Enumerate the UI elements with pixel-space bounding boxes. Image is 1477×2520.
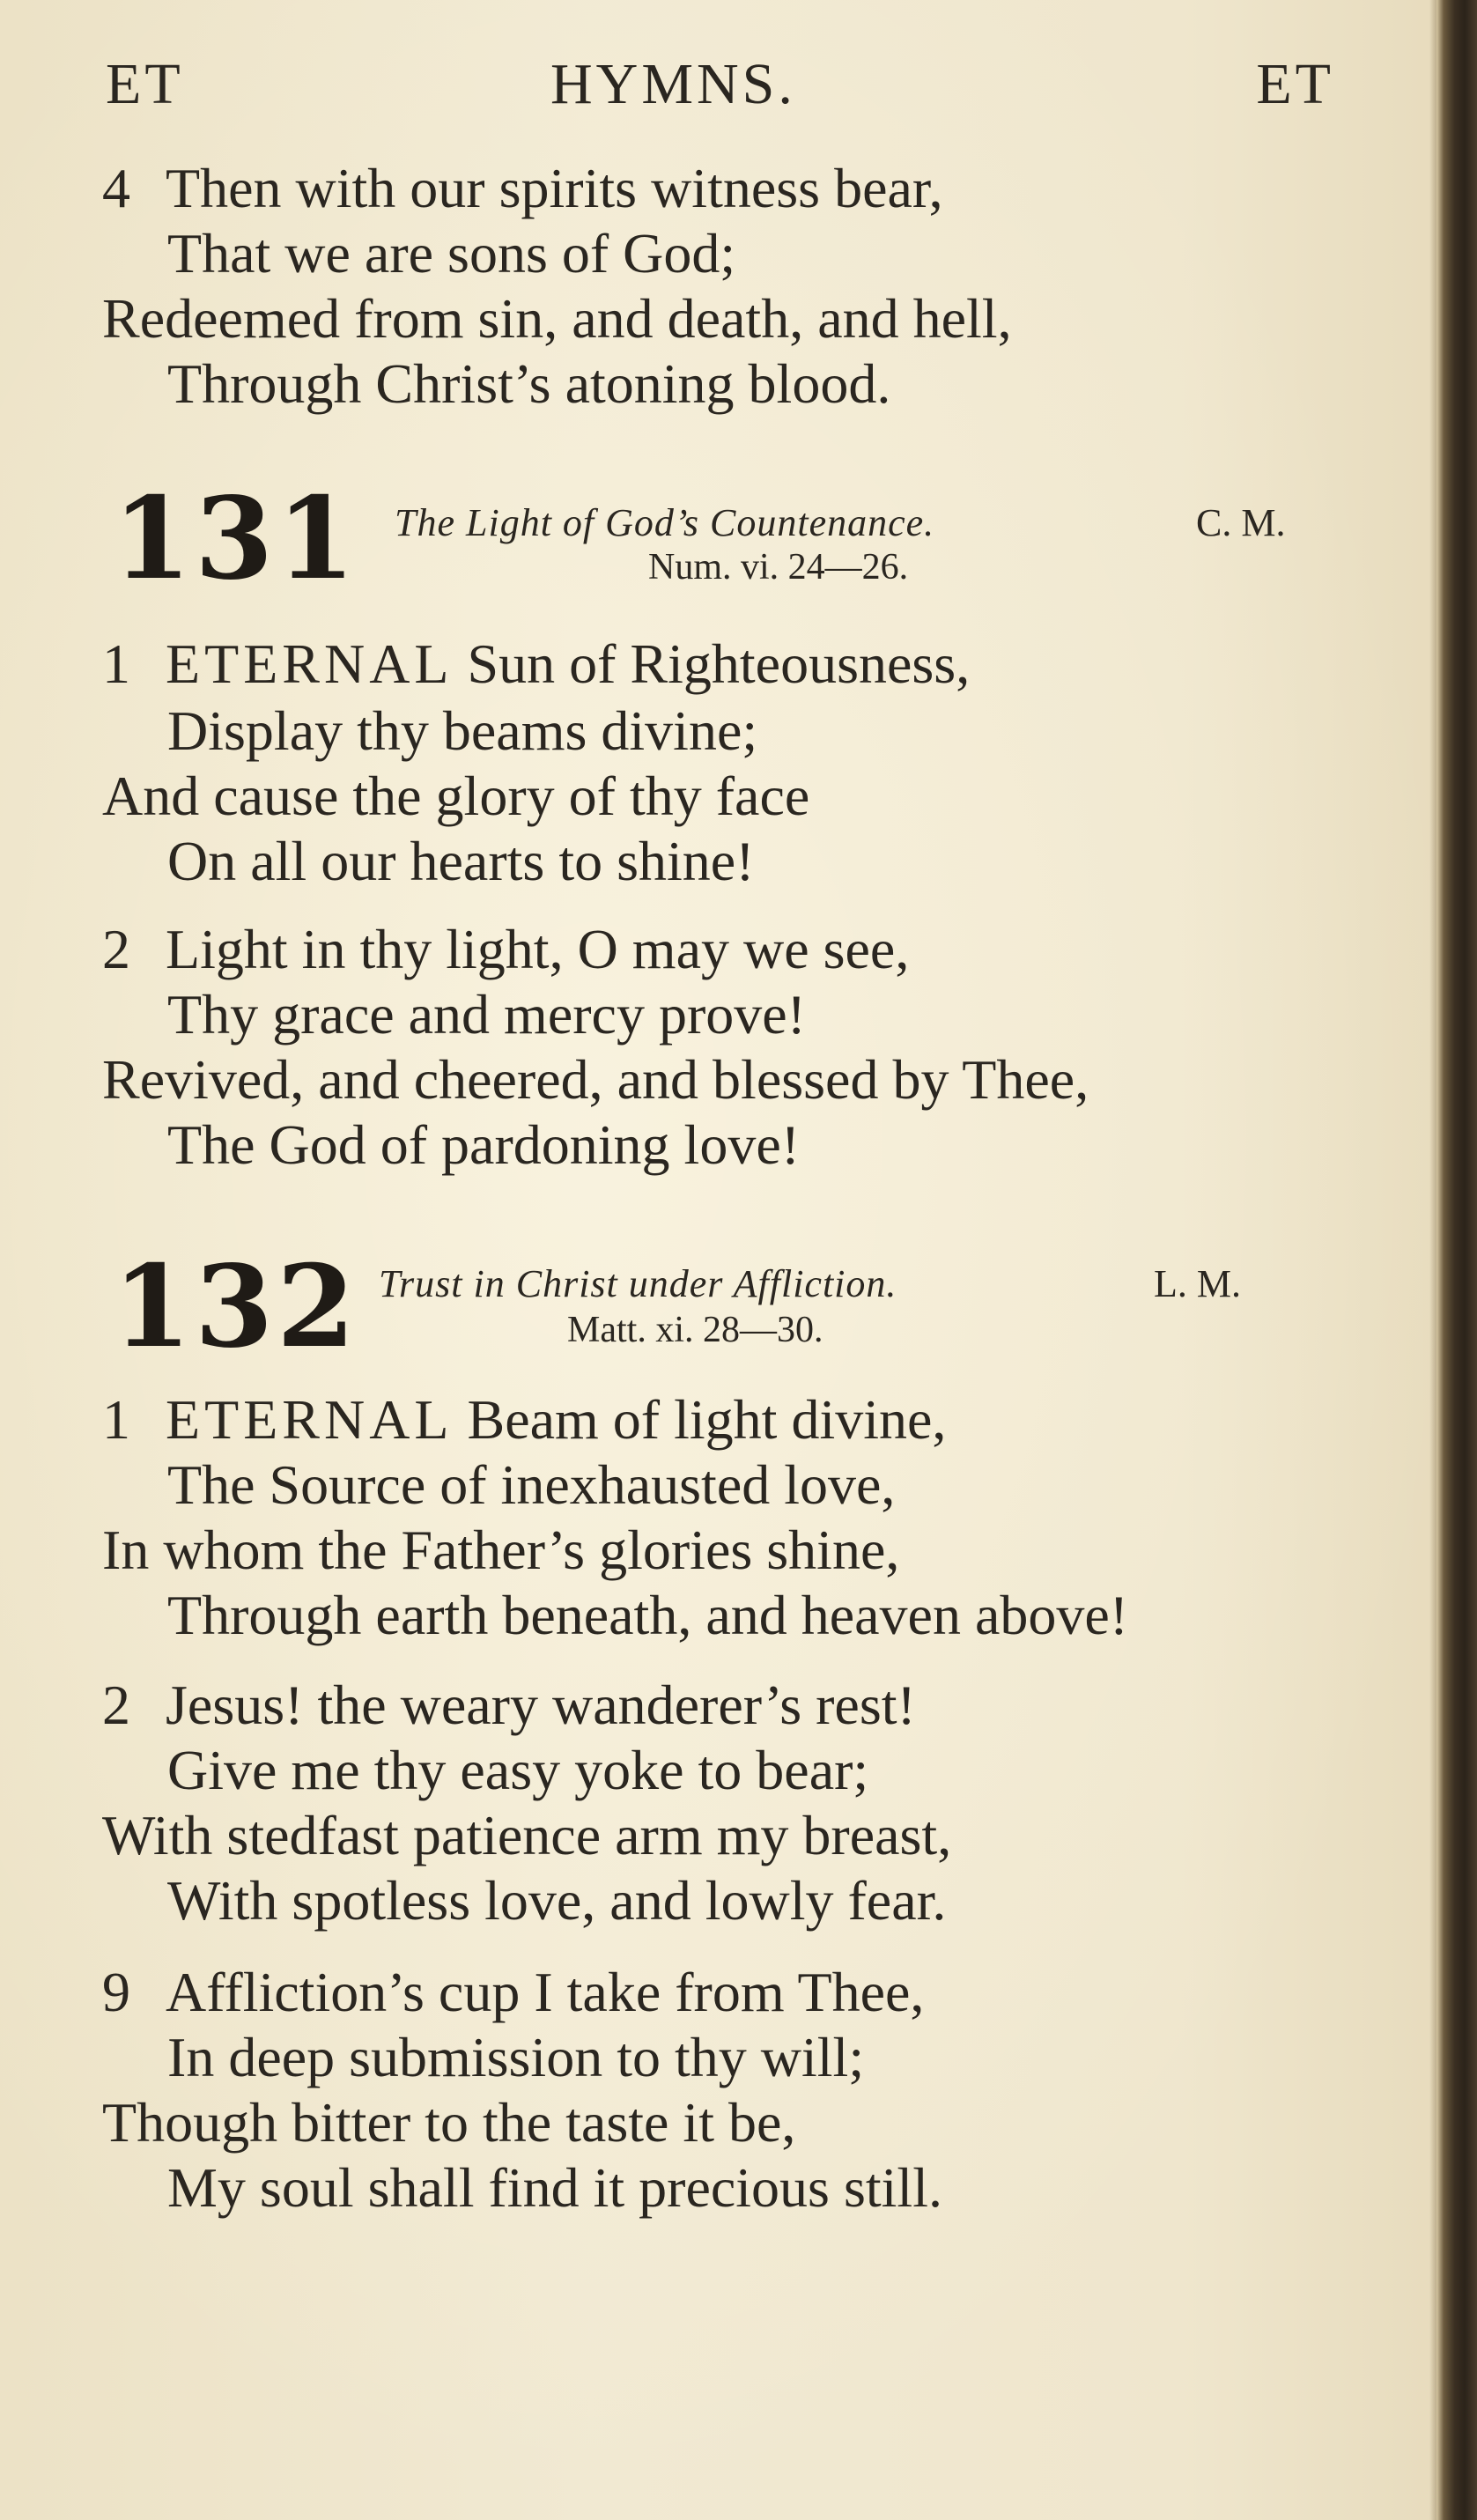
verse-line: That we are sons of God; bbox=[167, 222, 736, 285]
verse-line: Through earth beneath, and heaven above! bbox=[167, 1584, 1129, 1646]
verse-line: Give me thy easy yoke to bear; bbox=[167, 1739, 869, 1801]
verse-line: In deep submission to thy will; bbox=[167, 2026, 865, 2088]
verse-line: The Source of inexhausted love, bbox=[167, 1453, 896, 1516]
hymn-number: 131 bbox=[113, 473, 359, 605]
verse-line: Light in thy light, O may we see, bbox=[166, 918, 910, 980]
stanza-number: 2 bbox=[102, 918, 130, 980]
stanza-first-line bbox=[102, 1961, 925, 2023]
running-header bbox=[106, 51, 1334, 122]
first-word-caps: ETERNAL bbox=[166, 632, 454, 695]
stanza-number: 4 bbox=[102, 157, 130, 219]
stanza-first-line bbox=[102, 1388, 947, 1451]
verse-line: Then with our spirits witness bear, bbox=[166, 157, 943, 219]
verse-line: With spotless love, and lowly fear. bbox=[167, 1869, 947, 1932]
hymn-meter: L. M. bbox=[1154, 1262, 1241, 1305]
stanza-first-line bbox=[102, 918, 910, 980]
header-right-catchword: ET bbox=[1256, 52, 1334, 116]
book-binding bbox=[1436, 0, 1477, 2520]
verse-line: On all our hearts to shine! bbox=[167, 830, 755, 892]
verse-line: With stedfast patience arm my breast, bbox=[102, 1804, 952, 1866]
verse-line: Though bitter to the taste it be, bbox=[102, 2091, 796, 2154]
header-title: HYMNS. bbox=[550, 52, 796, 116]
verse-line: Beam of light divine, bbox=[467, 1388, 947, 1451]
hymn-title: Trust in Christ under Affliction. bbox=[379, 1262, 897, 1305]
verse-line: My soul shall find it precious still. bbox=[167, 2156, 942, 2219]
verse-line: Sun of Righteousness, bbox=[467, 632, 971, 695]
scripture-reference: Num. vi. 24—26. bbox=[648, 547, 909, 588]
verse-line: In whom the Father’s glories shine, bbox=[102, 1519, 900, 1581]
stanza-number: 1 bbox=[102, 632, 130, 695]
header-left-catchword: ET bbox=[106, 52, 184, 116]
verse-line: Revived, and cheered, and blessed by Thee, bbox=[102, 1048, 1089, 1111]
hymn-title: The Light of God’s Countenance. bbox=[395, 501, 935, 544]
scripture-reference: Matt. xi. 28—30. bbox=[567, 1310, 823, 1350]
stanza-first-line bbox=[102, 1674, 916, 1736]
verse-line: Thy grace and mercy prove! bbox=[167, 983, 806, 1046]
stanza-number: 1 bbox=[102, 1388, 130, 1451]
first-word-caps: ETERNAL bbox=[166, 1388, 454, 1451]
hymn-meter: C. M. bbox=[1196, 501, 1286, 544]
stanza-first-line bbox=[102, 632, 971, 695]
verse-line: And cause the glory of thy face bbox=[102, 765, 810, 827]
hymn-number: 132 bbox=[113, 1241, 359, 1373]
verse-line: Display thy beams divine; bbox=[167, 699, 758, 762]
verse-line: Redeemed from sin, and death, and hell, bbox=[102, 287, 1012, 350]
verse-line: Through Christ’s atoning blood. bbox=[167, 352, 891, 415]
verse-line: Affliction’s cup I take from Thee, bbox=[166, 1961, 925, 2023]
page-gutter-shadow bbox=[1429, 0, 1436, 2520]
verse-line: Jesus! the weary wanderer’s rest! bbox=[166, 1674, 916, 1736]
stanza-number: 2 bbox=[102, 1674, 130, 1736]
stanza-first-line bbox=[102, 157, 943, 219]
stanza-number: 9 bbox=[102, 1961, 130, 2023]
verse-line: The God of pardoning love! bbox=[167, 1113, 801, 1176]
